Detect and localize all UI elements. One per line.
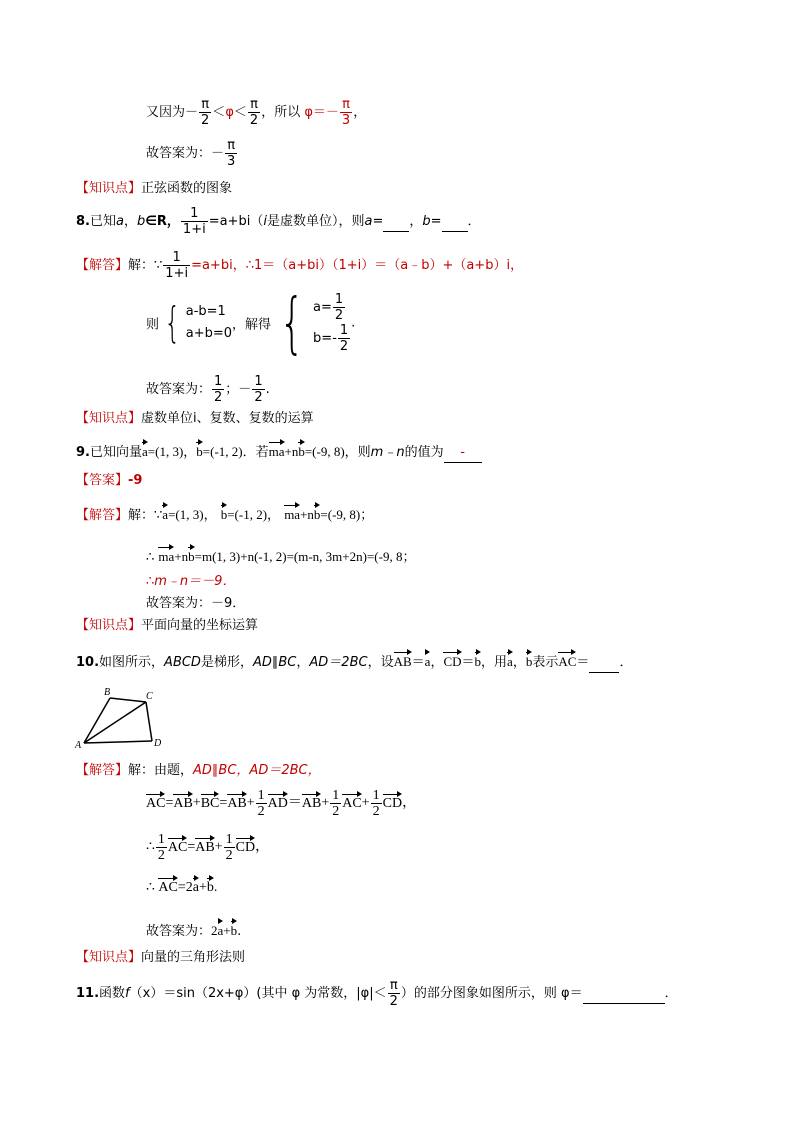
vector-AB: AB (394, 650, 412, 671)
label-A: A (75, 740, 82, 750)
vector-b: b (298, 440, 305, 461)
knowledge-text: 虚数单位i、复数、复数的运算 (141, 411, 314, 426)
question-9-stem: 9.已知向量a=(1, 3)，b=(-1, 2)．若ma+nb=(-9, 8)，则m﹣n的值为 - (76, 440, 482, 463)
question-9-knowledge-line (76, 617, 258, 635)
answer-blank[interactable] (589, 654, 619, 673)
question-9-solution-line2: ∴ ma+nb=m(1, 3)+n(-1, 2)=(m-n, 3m+2n)=(-9, 8； (146, 545, 415, 567)
question-8-stem: 8.已知a，b∈R， $\frac{1}{1+i}$ =a+bi（i是虚数单位），则a= ，b= ． (76, 206, 481, 237)
fraction: $\frac{1}{2}$ (339, 323, 349, 354)
question-9-solution-line3: ∴m﹣n＝－9． (146, 574, 236, 589)
fraction: $\frac{1}{2}$ (332, 788, 340, 819)
question-10-answer-line: 故答案为：2a+b. (146, 919, 241, 941)
question-9-answer-final: 故答案为：－9． (146, 596, 246, 611)
question-10-solution-line2: AC=AB+BC=AB+ $\frac{1}{2}$ AD＝AB+ $\frac{1}{2}$ AC+ $\frac{1}{2}$ CD， (146, 788, 417, 819)
question-10-solution-line1: 【解答】解：由题，AD∥BC，AD＝2BC， (76, 763, 321, 778)
answer-value: -9 (128, 473, 143, 488)
answer-blank[interactable] (442, 213, 468, 232)
solution-tag: 【解答】 (76, 508, 129, 523)
question-10-solution-line4: ∴ AC=2a+b. (146, 876, 217, 897)
answer-blank[interactable] (383, 213, 409, 232)
fraction: $\frac{1}{2}$ (225, 832, 233, 863)
label-D: D (154, 738, 162, 749)
question-10-solution-line3: ∴ $\frac{1}{2}$ AC=AB+ $\frac{1}{2}$ CD， (146, 832, 270, 863)
fraction: $\frac{1}{2}$ (157, 832, 165, 863)
knowledge-text: 平面向量的坐标运算 (141, 618, 259, 633)
fraction: $\frac{1}{2}$ (214, 374, 223, 405)
vector-b: b (475, 650, 482, 671)
knowledge-text: 正弦函数的图象 (141, 181, 233, 196)
trapezoid-figure (72, 686, 172, 750)
fraction: $\frac{\pi}{3}$ (341, 97, 351, 128)
fraction: $\frac{1}{2}$ (257, 788, 265, 819)
solution-tag: 【解答】 (76, 258, 129, 273)
vector-b: b (196, 440, 203, 461)
solution-tag: 【解答】 (76, 763, 129, 778)
left-brace: { (164, 298, 181, 347)
fraction: $\frac{1}{1+i}$ (165, 250, 189, 281)
vector-ma: ma (269, 440, 285, 461)
label-B: B (104, 687, 111, 698)
vector-CD: CD (443, 650, 461, 671)
question-10-stem: 10.如图所示，ABCD是梯形，AD∥BC，AD＝2BC，设AB＝a，CD＝b，用a，b表示AC＝ ． (76, 650, 632, 673)
prev-knowledge-line (76, 180, 232, 198)
prev-solution-line: 又因为－ $\frac{\pi}{2}$ ＜φ＜ $\frac{\pi}{2}$ ，所以 φ＝－ $\frac{\pi}{3}$ ， (146, 97, 367, 128)
fraction: $\frac{\pi}{3}$ (227, 138, 236, 169)
fraction: $\frac{\pi}{2}$ (249, 97, 259, 128)
left-brace: { (279, 284, 305, 361)
vector-AC: AC (558, 650, 576, 671)
knowledge-tag: 【知识点】 (76, 618, 142, 633)
fraction: $\frac{\pi}{2}$ (389, 978, 398, 1009)
question-8-solution-line1: 【解答】解：∵ $\frac{1}{1+i}$ =a+bi，∴1＝（a+bi）（1+i）＝（a﹣b）+（a+b）i， (76, 250, 524, 281)
question-9-answer-line (76, 472, 142, 490)
fraction: $\frac{1}{2}$ (372, 788, 380, 819)
question-9-solution-line1: 【解答】解：∵a=(1, 3)， b=(-1, 2)， ma+nb=(-9, 8)； (76, 503, 373, 525)
question-8-answer-line: 故答案为： $\frac{1}{2}$ ；－ $\frac{1}{2}$ . (146, 374, 270, 405)
vector-AD: AD (268, 792, 288, 813)
question-8-knowledge-line (76, 410, 314, 428)
vector-a: a (425, 650, 431, 671)
vector-a: a (142, 440, 148, 461)
knowledge-text: 向量的三角形法则 (141, 950, 246, 965)
knowledge-tag: 【知识点】 (76, 181, 142, 196)
answer-blank[interactable] (583, 985, 665, 1004)
prev-answer-line: 故答案为：－ $\frac{\pi}{3}$ (146, 138, 236, 169)
fraction: $\frac{1}{1+i}$ (182, 206, 206, 237)
fraction: $\frac{\pi}{2}$ (201, 97, 210, 128)
knowledge-tag: 【知识点】 (76, 411, 142, 426)
question-10-knowledge-line (76, 949, 245, 967)
label-C: C (146, 691, 153, 702)
knowledge-tag: 【知识点】 (76, 950, 142, 965)
answer-tag: 【答案】 (76, 473, 129, 488)
question-8-system-line: 则 { a-b=1 a+b=0 ，解得 { a= $\frac{1}{2}$ b=- $\frac{1}{2}$ . (146, 284, 356, 361)
fraction: $\frac{1}{2}$ (334, 292, 344, 323)
vector-BC: BC (201, 792, 220, 813)
answer-blank[interactable]: - (444, 444, 482, 463)
question-11-stem: 11.函数f（x）＝sin（2x+φ）(其中 φ 为常数，|φ|＜ $\frac{\pi}{2}$ ）的部分图象如图所示，则 φ＝ ． (76, 978, 678, 1009)
fraction: $\frac{1}{2}$ (254, 374, 263, 405)
